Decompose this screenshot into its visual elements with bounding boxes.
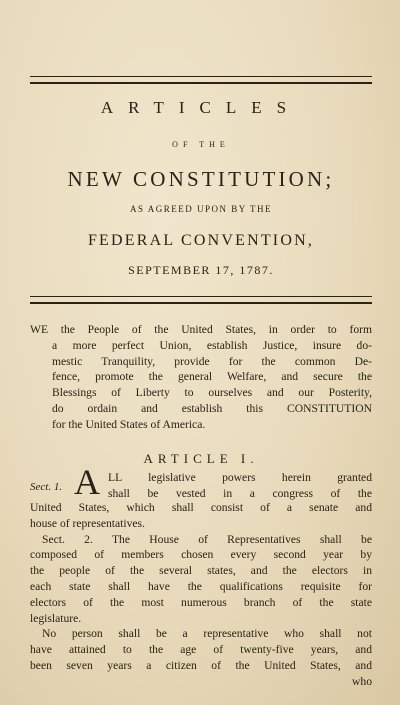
preamble-line: do ordain and establish this CONSTITUTION xyxy=(52,401,372,415)
paragraph-line: No person shall be a representative who shall not xyxy=(42,627,372,641)
preamble-line: a more perfect Union, establish Justice, insure do- xyxy=(52,338,372,352)
title-of-the: OF THE xyxy=(172,140,230,149)
section-one-line: LL legislative powers herein granted xyxy=(108,471,372,484)
preamble-line: mestic Tranquility, provide for the common De- xyxy=(52,354,372,368)
preamble-line: Blessings of Liberty to ourselves and our Posterity, xyxy=(52,386,372,400)
section-one-line: house of representatives. xyxy=(30,516,145,530)
title-as-agreed: AS AGREED UPON BY THE xyxy=(129,204,272,214)
section-two-line: legislature. xyxy=(30,611,82,625)
middle-double-rule xyxy=(30,296,372,304)
preamble-line: fence, promote the general Welfare, and secure the xyxy=(52,370,372,384)
section-two-line: Sect. 2. The House of Representatives shall be xyxy=(42,532,372,546)
catchword: who xyxy=(352,674,372,688)
section-one-line: shall be vested in a congress of the xyxy=(108,486,372,500)
section-one-opening xyxy=(30,462,372,502)
section-one-cap-lines xyxy=(108,470,372,502)
title-federal-convention: FEDERAL CONVENTION, xyxy=(87,232,315,249)
preamble xyxy=(30,322,372,433)
preamble-line: for the United States of America. xyxy=(52,417,206,431)
top-double-rule xyxy=(30,76,372,84)
article-one-heading: ARTICLE I. xyxy=(143,451,259,466)
title-new-constitution: NEW CONSTITUTION; xyxy=(67,167,335,191)
title-articles: ARTICLES xyxy=(100,98,302,117)
section-two-line: the people of the several states, and the electors in xyxy=(30,564,372,578)
section-one-line: United States, which shall consist of a senate and xyxy=(30,501,372,514)
section-two-line: electors of the most numerous branch of the state xyxy=(30,595,372,609)
title-date: SEPTEMBER 17, 1787. xyxy=(128,263,274,277)
section-two-line: composed of members chosen every second year by xyxy=(30,548,372,562)
section-two-line: each state shall have the qualifications requisite for xyxy=(30,579,372,593)
article-one-body xyxy=(30,462,372,690)
section-one-label: Sect. 1. xyxy=(30,481,63,493)
paragraph-line: been seven years a citizen of the United States, and xyxy=(30,658,372,672)
drop-cap: A xyxy=(74,462,100,502)
preamble-line: WE the People of the United States, in order to form xyxy=(30,323,372,336)
paragraph-line: have attained to the age of twenty-five years, and xyxy=(30,643,372,657)
